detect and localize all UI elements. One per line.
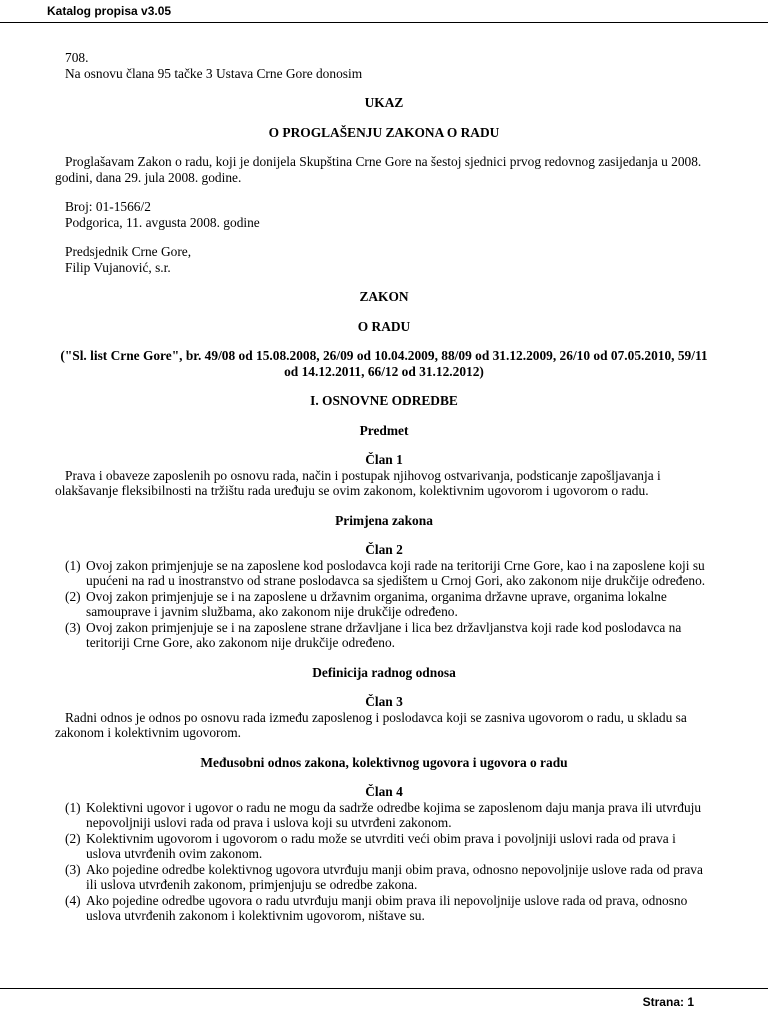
list-item-text: Kolektivni ugovor i ugovor o radu ne mogu da sadrže odredbe kojima se zaposlenom daju manja prava ili utvrđuju nepovoljniji uslovi rada od prava i uslova koji su utvrđeni zakonom. <box>86 799 702 830</box>
list-item <box>55 893 713 924</box>
footer-divider <box>0 988 768 989</box>
article-4-list <box>55 800 713 924</box>
zakon-subtitle: O RADU <box>357 318 411 334</box>
article-2-heading: Član 2 <box>365 542 403 557</box>
article-3-text: Radni odnos je odnos po osnovu rada između zaposlenog i poslodavca koji se zasniva ugovorom o radu, u skladu sa zakonom i kolektivnim ugovorom. <box>55 709 687 740</box>
zakon-title: ZAKON <box>359 289 409 304</box>
ukaz-title: UKAZ <box>364 95 404 110</box>
list-item <box>55 620 713 651</box>
section-heading-definicija: Definicija radnog odnosa <box>312 664 456 680</box>
document-body <box>55 50 713 924</box>
list-item <box>55 558 713 589</box>
header-title: Katalog propisa v3.05 <box>47 4 172 18</box>
article-1-heading: Član 1 <box>365 452 403 467</box>
article-2-list <box>55 558 713 651</box>
section-heading-predmet: Predmet <box>359 422 409 438</box>
list-item <box>55 831 713 862</box>
page-number: Strana: 1 <box>642 995 694 1009</box>
intro-text: Na osnovu člana 95 tačke 3 Ustava Crne Gore donosim <box>65 65 363 81</box>
broj-line: Broj: 01-1566/2 <box>65 199 151 214</box>
list-item-text: Ako pojedine odredbe ugovora o radu utvrđuju manji obim prava ili nepovoljnije uslove rada od prava, odnosno uslova utvrđenih zakonom i kolektivnim ugovorom, ništave su. <box>86 892 688 923</box>
list-item-text: Ovoj zakon primjenjuje se i na zaposlene u državnim organima, organima državne uprave, organima lokalne samouprave i javnim službama, ako zakonom nije drukčije određeno. <box>86 588 667 619</box>
article-4-heading: Član 4 <box>365 784 403 799</box>
section-heading-primjena: Primjena zakona <box>335 512 433 528</box>
article-3-heading: Član 3 <box>365 694 403 709</box>
list-item <box>55 800 713 831</box>
section-heading-medjusobni: Međusobni odnos zakona, kolektivnog ugovora i ugovora o radu <box>200 754 568 770</box>
list-item <box>55 589 713 620</box>
place-date-line: Podgorica, 11. avgusta 2008. godine <box>65 214 260 230</box>
list-item-number: (1) <box>65 557 81 573</box>
list-item-number: (3) <box>65 861 81 877</box>
president-name: Filip Vujanović, s.r. <box>65 259 171 275</box>
list-item <box>55 862 713 893</box>
article-1-text: Prava i obaveze zaposlenih po osnovu rada, način i postupak njihovog ostvarivanja, podsticanje zapošljavanja i olakšavanje fleksibilnosti na tržištu rada uređuju se ovim zakonom, kolektivnim ugovorom i ugovorom o radu. <box>55 467 661 498</box>
president-title: Predsjednik Crne Gore, <box>65 244 192 259</box>
ukaz-subtitle: O PROGLAŠENJU ZAKONA O RADU <box>268 124 500 140</box>
page-header <box>0 0 768 23</box>
gazette-references: ("Sl. list Crne Gore", br. 49/08 od 15.08.2008, 26/09 od 10.04.2009, 88/09 od 31.12.2009, 26/10 od 07.05.2010, 59/11 od 14.12.2011, 66/12 od 31.12.2012) <box>60 348 708 379</box>
gazette-number: 708. <box>65 50 89 65</box>
list-item-text: Ovoj zakon primjenjuje se na zaposlene kod poslodavca koji rade na teritoriji Crne Gore, kao i na zaposlene koji su upućeni na rad u inostranstvo od strane poslodavca sa sjedištem u Crnoj Gori, ako zakonom nije drukčije određeno. <box>86 557 706 588</box>
list-item-text: Ovoj zakon primjenjuje se i na zaposlene strane državljane i lica bez državljanstva koji rade kod poslodavca na teritoriji Crne Gore, ako zakonom nije drukčije određeno. <box>86 619 682 650</box>
list-item-number: (3) <box>65 619 81 635</box>
list-item-number: (2) <box>65 830 81 846</box>
list-item-number: (1) <box>65 799 81 815</box>
part-heading: I. OSNOVNE ODREDBE <box>310 393 458 408</box>
proclamation-text: Proglašavam Zakon o radu, koji je donijela Skupština Crne Gore na šestoj sjednici prvog redovnog zasijedanja u 2008. godini, dana 29. jula 2008. godine. <box>55 154 702 185</box>
list-item-number: (4) <box>65 892 81 908</box>
list-item-text: Ako pojedine odredbe kolektivnog ugovora utvrđuju manji obim prava, odnosno nepovoljnije uslove rada od prava ili uslova utvrđenih zakonom, primjenjuju se odredbe zakona. <box>86 861 703 892</box>
list-item-text: Kolektivnim ugovorom i ugovorom o radu može se utvrditi veći obim prava i povoljniji uslovi rada od prava i uslova utvrđenih ovim zakonom. <box>86 830 676 861</box>
list-item-number: (2) <box>65 588 81 604</box>
